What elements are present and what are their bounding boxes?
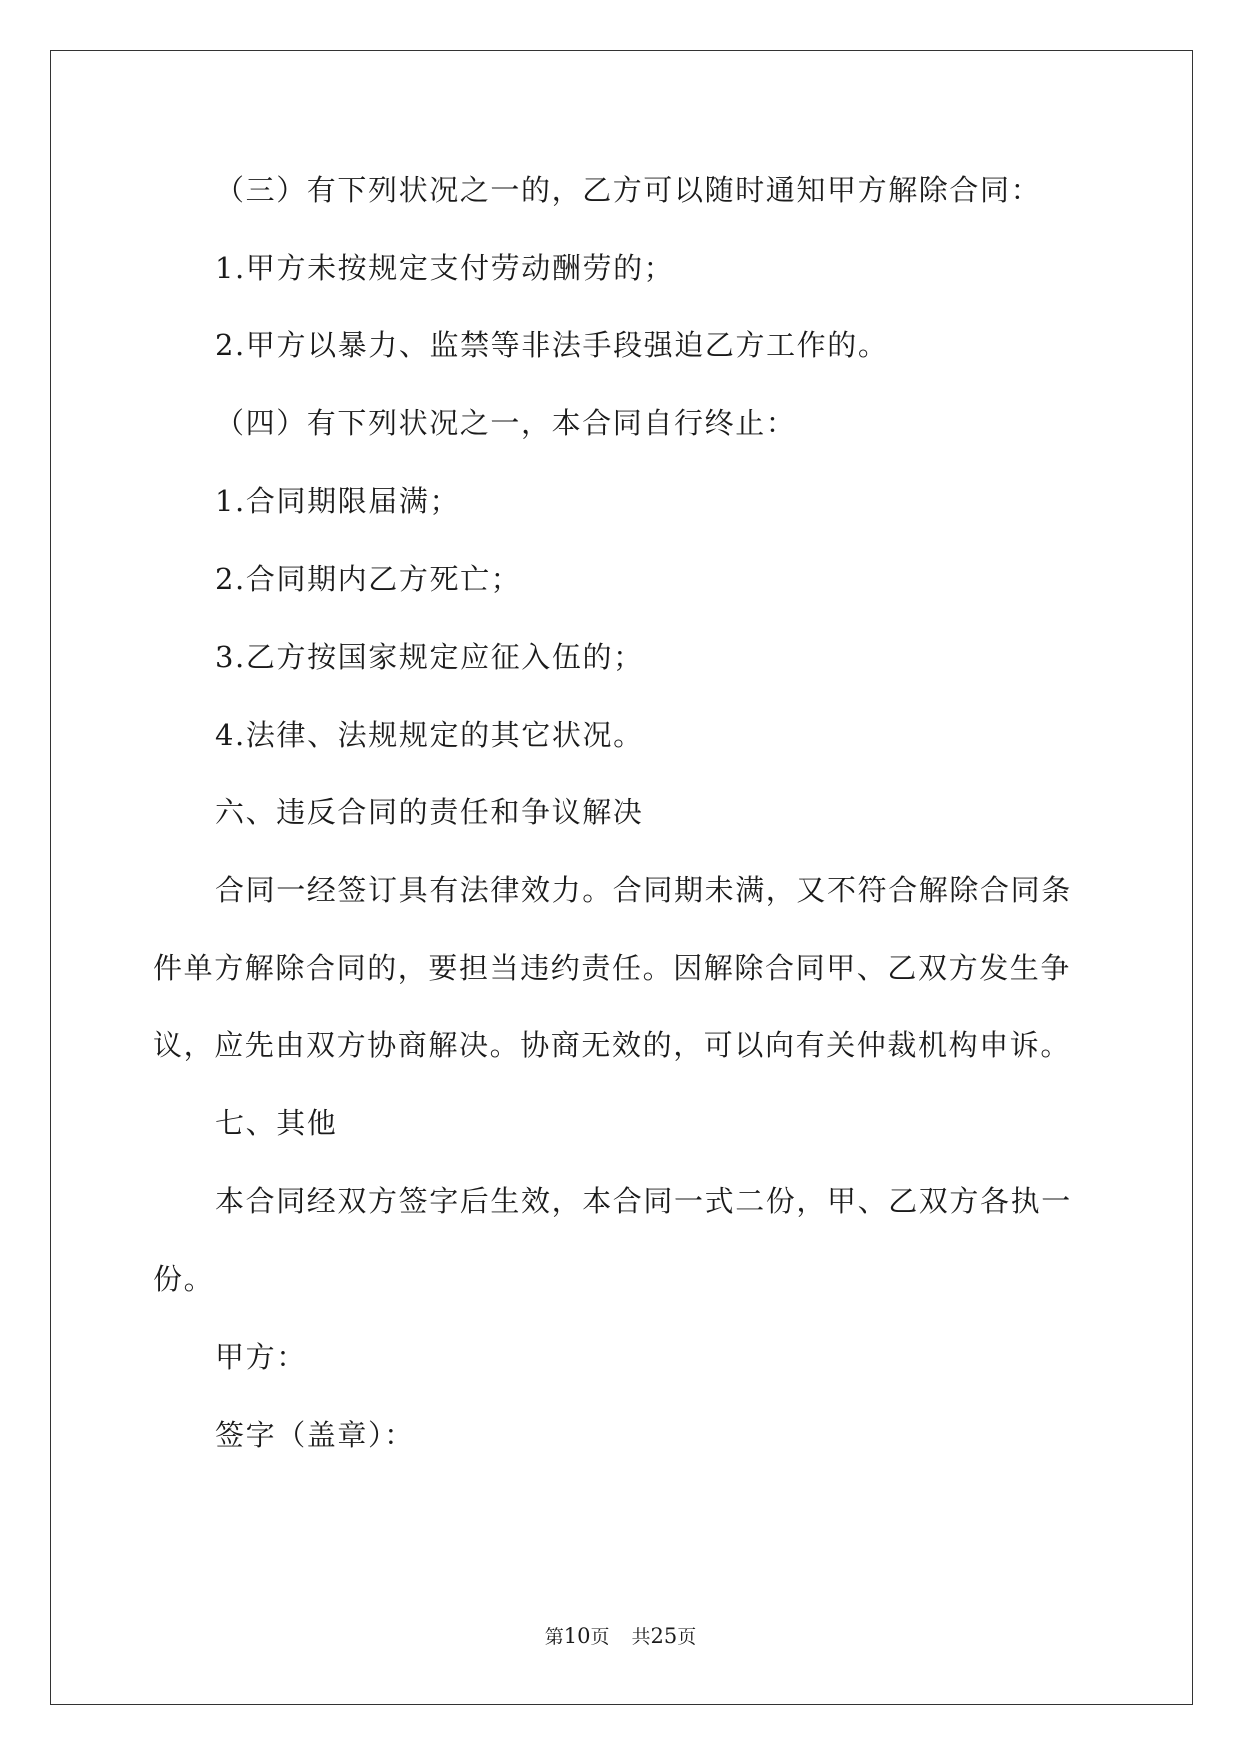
- page-suffix: 页: [590, 1626, 610, 1648]
- section-7-paragraph-line-1: 本合同经双方签字后生效，本合同一式二份，甲、乙双方各执一: [215, 1184, 1072, 1218]
- section-6-paragraph-line-2: 件单方解除合同的，要担当违约责任。因解除合同甲、乙双方发生争: [153, 951, 1072, 985]
- page-current: 10: [563, 1624, 591, 1648]
- clause-3-heading: （三）有下列状况之一的，乙方可以随时通知甲方解除合同：: [215, 173, 1042, 207]
- section-6-paragraph-line-3: 议，应先由双方协商解决。协商无效的，可以向有关仲裁机构申诉。: [153, 1028, 1072, 1062]
- section-7-paragraph-line-2: 份。: [153, 1262, 215, 1296]
- section-6-paragraph-line-1: 合同一经签订具有法律效力。合同期未满，又不符合解除合同条: [215, 873, 1072, 907]
- page-total: 25: [650, 1624, 678, 1648]
- total-prefix: 共: [631, 1626, 651, 1648]
- section-7-heading: 七、其他: [215, 1106, 338, 1140]
- clause-4-heading: （四）有下列状况之一，本合同自行终止：: [215, 406, 797, 440]
- total-suffix: 页: [677, 1626, 697, 1648]
- clause-3-item-2: 2.甲方以暴力、监禁等非法手段强迫乙方工作的。: [215, 328, 889, 362]
- clause-4-item-3: 3.乙方按国家规定应征入伍的；: [215, 640, 644, 674]
- section-6-heading: 六、违反合同的责任和争议解决: [215, 795, 644, 829]
- clause-3-item-1: 1.甲方未按规定支付劳动酬劳的；: [215, 251, 675, 285]
- page-footer: [0, 1624, 1241, 1649]
- clause-4-item-1: 1.合同期限届满；: [215, 484, 461, 518]
- clause-4-item-2: 2.合同期内乙方死亡；: [215, 562, 522, 596]
- clause-4-item-4: 4.法律、法规规定的其它状况。: [215, 718, 644, 752]
- party-a-label: 甲方：: [215, 1340, 307, 1374]
- signature-label: 签字（盖章）：: [215, 1418, 415, 1452]
- page-prefix: 第: [544, 1626, 564, 1648]
